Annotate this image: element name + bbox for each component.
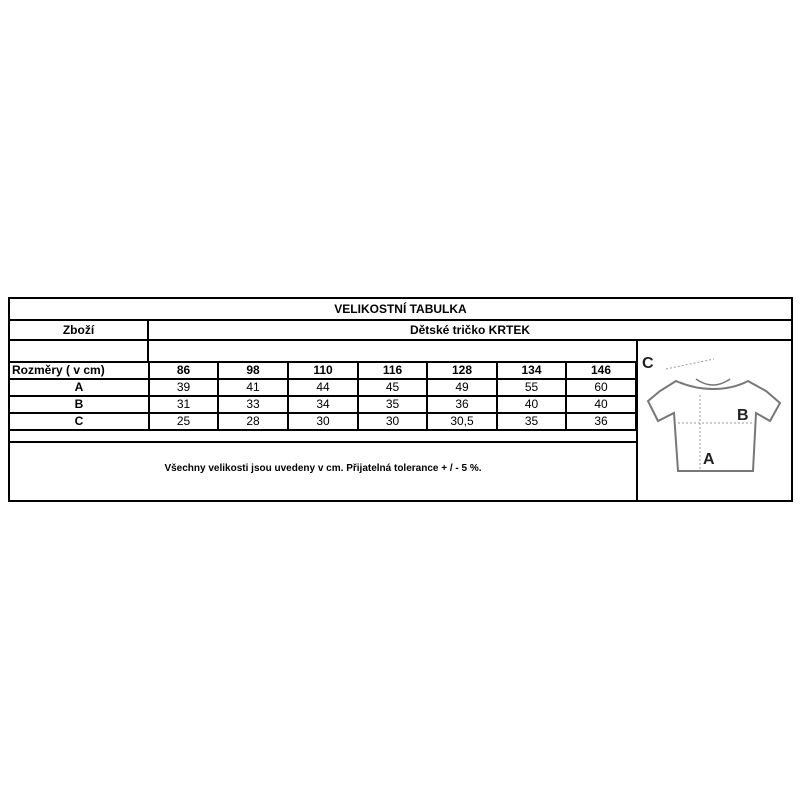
table-cell: 39 xyxy=(149,379,218,396)
tolerance-note: Všechny velikosti jsou uvedeny v cm. Přijatelná tolerance + / - 5 %. xyxy=(164,463,482,474)
table-cell: 25 xyxy=(149,413,218,430)
chart-title: VELIKOSTNÍ TABULKA xyxy=(10,299,791,321)
product-label: Zboží xyxy=(10,321,149,339)
row-label: B xyxy=(10,396,149,413)
size-header: 134 xyxy=(497,362,566,379)
table-cell: 45 xyxy=(358,379,427,396)
table-cell: 33 xyxy=(218,396,288,413)
table-cell: 30 xyxy=(358,413,427,430)
product-name: Dětské tričko KRTEK xyxy=(409,323,531,337)
size-header: 128 xyxy=(427,362,497,379)
size-table-wrap xyxy=(10,361,636,431)
table-cell: 30,5 xyxy=(427,413,497,430)
table-row xyxy=(10,379,636,396)
blank-row xyxy=(10,341,636,361)
tshirt-diagram xyxy=(638,341,791,500)
diagram-label-a: A xyxy=(703,451,715,468)
table-cell: 40 xyxy=(497,396,566,413)
table-cell: 35 xyxy=(497,413,566,430)
size-header: 86 xyxy=(149,362,218,379)
row-label: C xyxy=(10,413,149,430)
table-cell: 40 xyxy=(566,396,636,413)
size-table xyxy=(10,361,637,431)
note-area xyxy=(10,441,636,500)
table-cell: 44 xyxy=(288,379,358,396)
table-cell: 55 xyxy=(497,379,566,396)
size-header: 110 xyxy=(288,362,358,379)
table-cell: 34 xyxy=(288,396,358,413)
row-label: A xyxy=(10,379,149,396)
table-cell: 60 xyxy=(566,379,636,396)
product-row xyxy=(10,321,791,341)
dimensions-label: Rozměry ( v cm) xyxy=(10,362,149,379)
table-cell: 30 xyxy=(288,413,358,430)
table-cell: 28 xyxy=(218,413,288,430)
table-cell: 36 xyxy=(566,413,636,430)
size-header: 146 xyxy=(566,362,636,379)
diagram-label-b: B xyxy=(737,407,749,424)
table-cell: 49 xyxy=(427,379,497,396)
size-chart xyxy=(8,297,793,502)
table-row xyxy=(10,396,636,413)
size-header: 98 xyxy=(218,362,288,379)
table-cell: 35 xyxy=(358,396,427,413)
blank-row-lead xyxy=(10,341,149,361)
size-header: 116 xyxy=(358,362,427,379)
tshirt-outline-icon xyxy=(638,341,791,500)
table-row xyxy=(10,413,636,430)
size-header-row xyxy=(10,362,636,379)
table-cell: 36 xyxy=(427,396,497,413)
table-cell: 31 xyxy=(149,396,218,413)
table-cell: 41 xyxy=(218,379,288,396)
diagram-label-c: C xyxy=(642,355,654,372)
